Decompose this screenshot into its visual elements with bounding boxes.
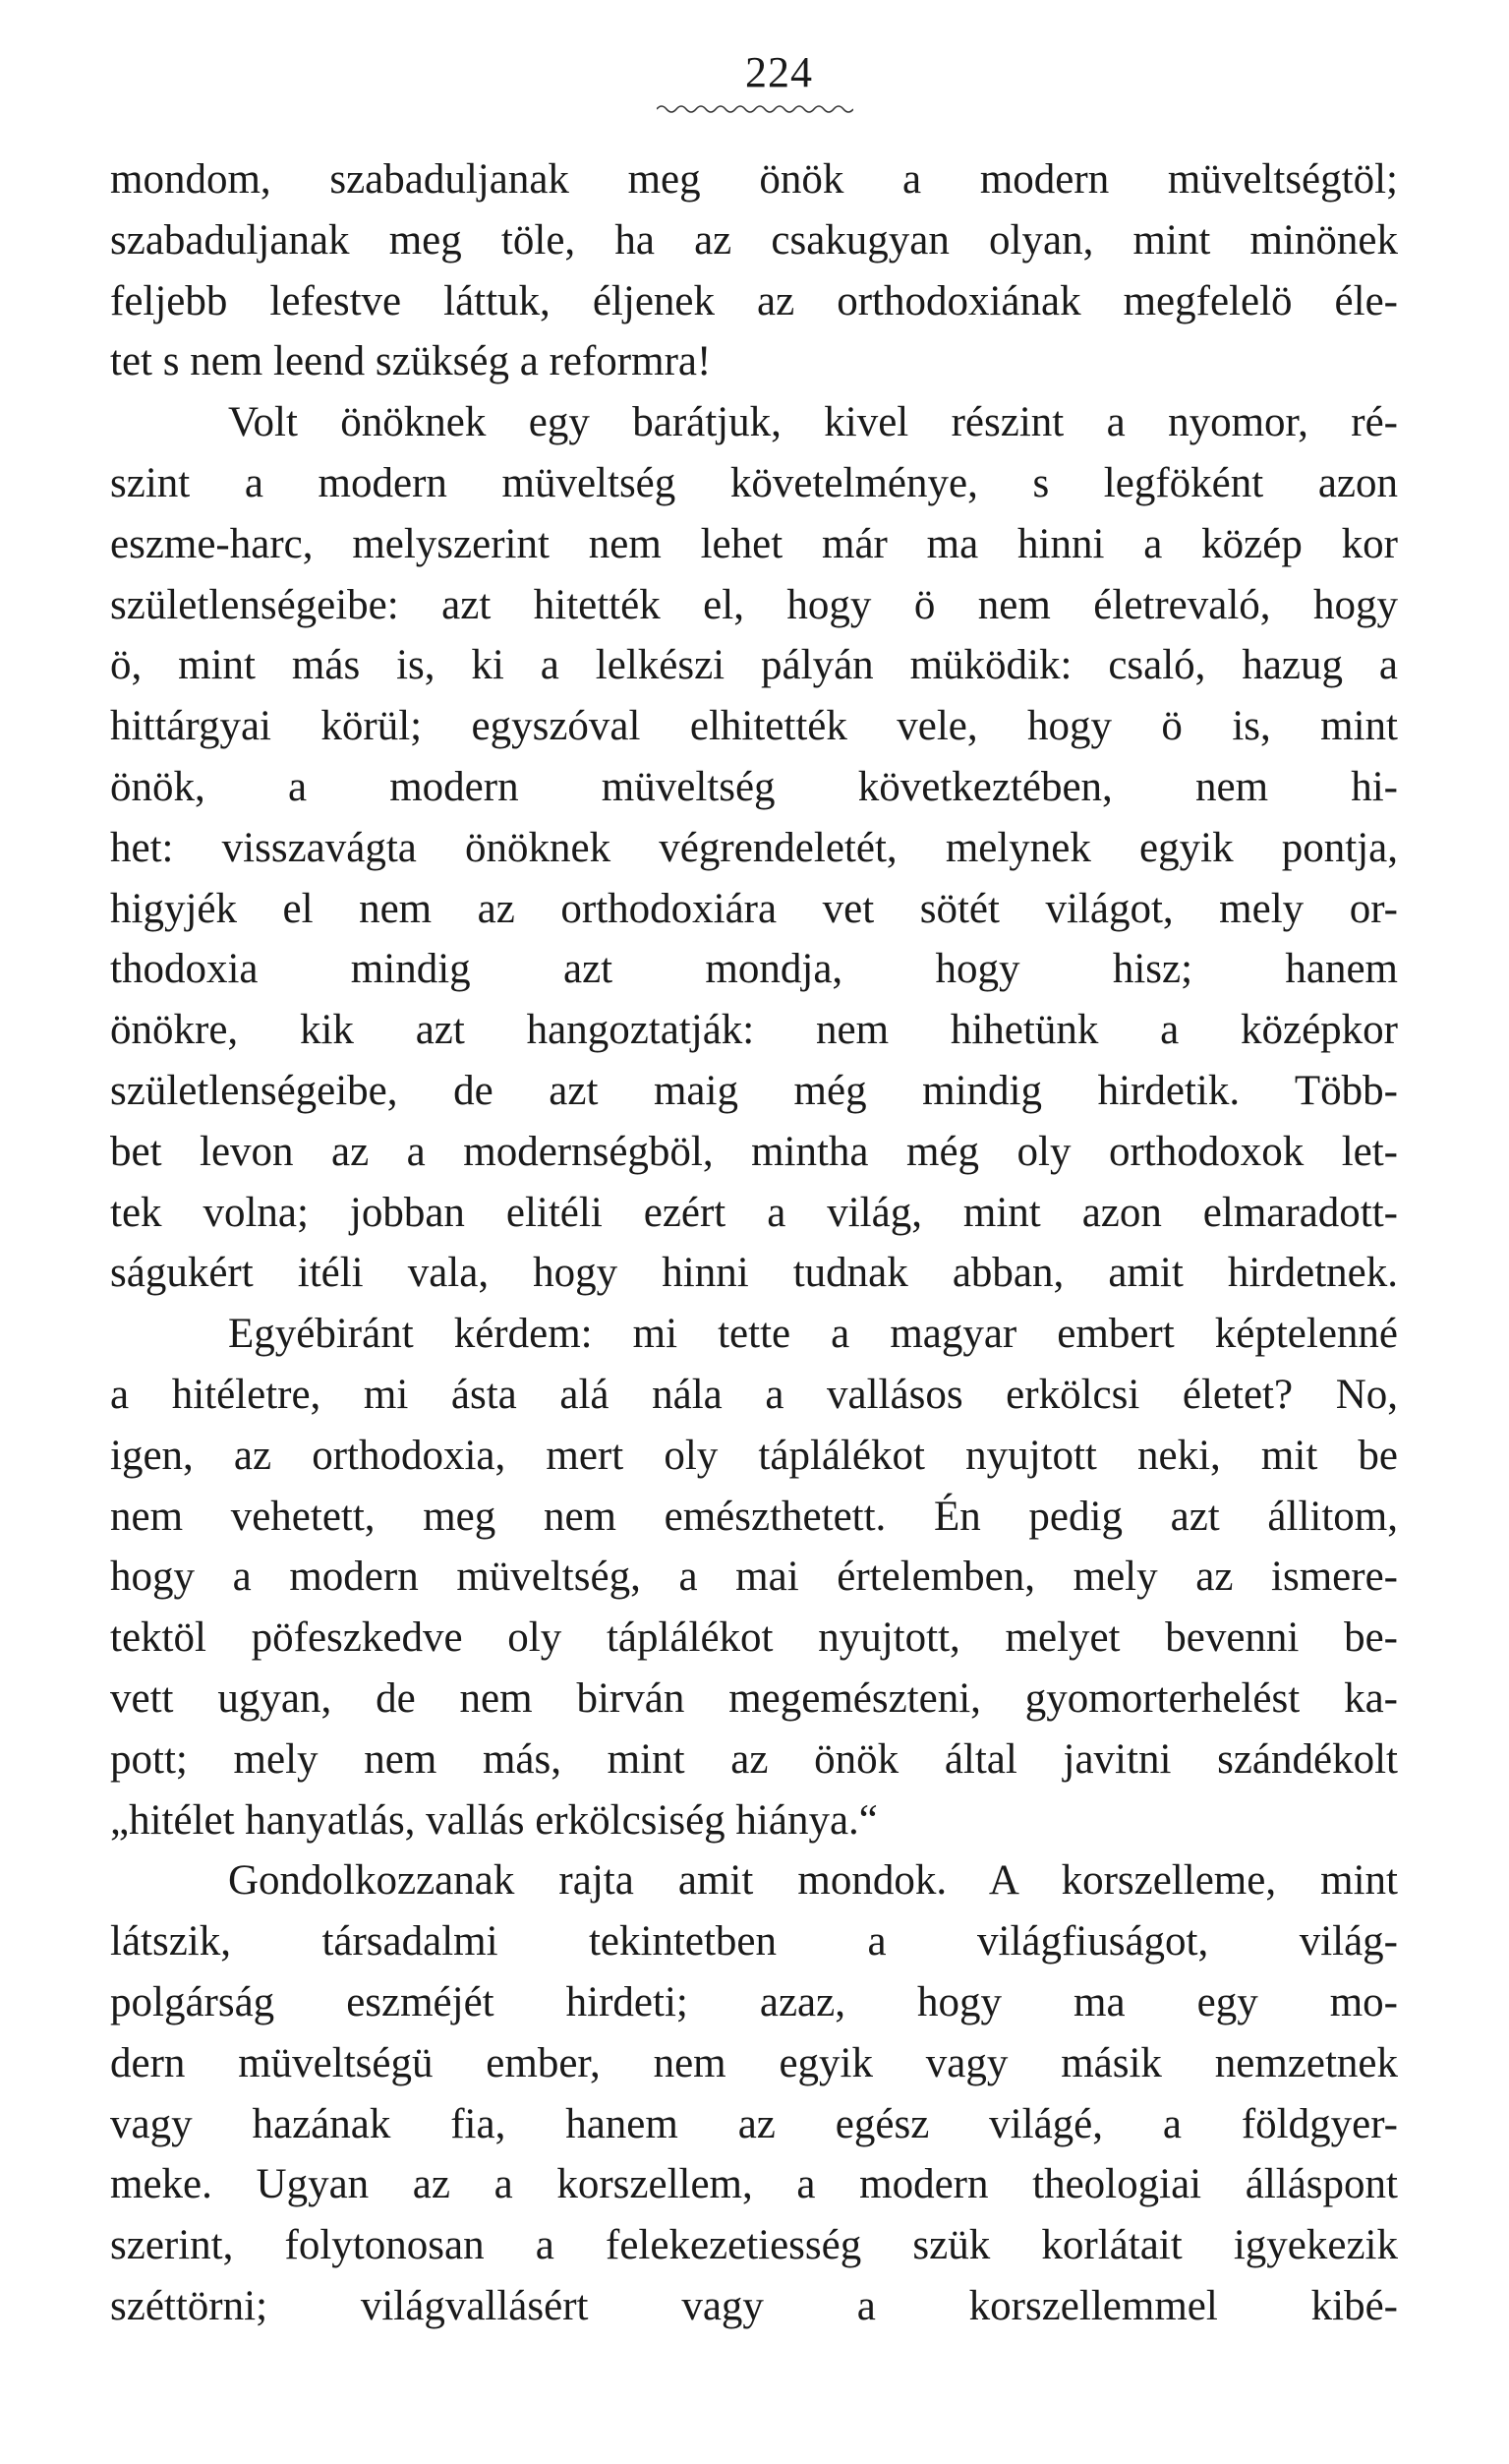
text-line: vagy hazának fia, hanem az egész világé, a földgyer- <box>110 2100 1398 2147</box>
text-line: tektöl pöfeszkedve oly táplálékot nyujtott, melyet bevenni be- <box>110 1614 1398 1662</box>
text-line: het: visszavágta önöknek végrendeletét, melynek egyik pontja, <box>110 824 1398 871</box>
text-line: eszme-harc, melyszerint nem lehet már ma hinni a közép kor <box>110 520 1398 567</box>
text-line: Volt önöknek egy barátjuk, kivel részint a nyomor, ré- <box>228 399 1398 446</box>
text-line: vett ugyan, de nem birván megemészteni, gyomorterhelést ka- <box>110 1674 1398 1722</box>
text-line: a hitéletre, mi ásta alá nála a vallásos erkölcsi életet? No, <box>110 1371 1398 1418</box>
text-line: szerint, folytonosan a felekezetiesség szük korlátait igyekezik <box>110 2222 1398 2269</box>
body-text <box>110 149 1398 2337</box>
text-line: feljebb lefestve láttuk, éljenek az orthodoxiának megfelelö éle- <box>110 277 1398 324</box>
text-line: higyjék el nem az orthodoxiára vet sötét világot, mely or- <box>110 885 1398 932</box>
text-line: ságukért itéli vala, hogy hinni tudnak abban, amit hirdetnek. <box>110 1250 1398 1297</box>
text-line: Gondolkozzanak rajta amit mondok. A korszelleme, mint <box>228 1857 1398 1905</box>
page-number: 224 <box>745 48 813 96</box>
text-line: mondom, szabaduljanak meg önök a modern müveltségtöl; <box>110 156 1398 203</box>
text-line: dern müveltségü ember, nem egyik vagy másik nemzetnek <box>110 2039 1398 2086</box>
text-line: thodoxia mindig azt mondja, hogy hisz; hanem <box>110 946 1398 993</box>
text-line: hittárgyai körül; egyszóval elhitették vele, hogy ö is, mint <box>110 703 1398 750</box>
text-line: szabaduljanak meg töle, ha az csakugyan olyan, mint minönek <box>110 216 1398 264</box>
text-line: látszik, társadalmi tekintetben a világfiuságot, világ- <box>110 1918 1398 1965</box>
text-line: nem vehetett, meg nem emészthetett. Én pedig azt állitom, <box>110 1493 1398 1540</box>
text-line: születlenségeibe: azt hitették el, hogy ö nem életrevaló, hogy <box>110 581 1398 628</box>
text-line: születlenségeibe, de azt maig még mindig hirdetik. Több- <box>110 1067 1398 1114</box>
text-line: szint a modern müveltség követelménye, s legföként azon <box>110 459 1398 506</box>
text-line: tek volna; jobban elitéli ezért a világ, mint azon elmaradott- <box>110 1189 1398 1236</box>
text-line: tet s nem leend szükség a reformra! <box>110 338 712 385</box>
text-line: széttörni; világvallásért vagy a korszellemmel kibé- <box>110 2282 1398 2329</box>
text-line: Egyébiránt kérdem: mi tette a magyar embert képtelenné <box>228 1311 1398 1358</box>
text-line: önök, a modern müveltség következtében, nem hi- <box>110 763 1398 810</box>
text-line: meke. Ugyan az a korszellem, a modern theologiai álláspont <box>110 2161 1398 2208</box>
text-line: hogy a modern müveltség, a mai értelemben, mely az ismere- <box>110 1554 1398 1601</box>
text-line: polgárság eszméjét hirdeti; azaz, hogy ma egy mo- <box>110 1978 1398 2025</box>
text-line: önökre, kik azt hangoztatják: nem hihetünk a középkor <box>110 1007 1398 1054</box>
text-line: „hitélet hanyatlás, vallás erkölcsiség hiánya.“ <box>110 1796 878 1844</box>
text-line: bet levon az a modernségböl, mintha még oly orthodoxok let- <box>110 1128 1398 1175</box>
text-line: pott; mely nem más, mint az önök által javitni szándékolt <box>110 1735 1398 1783</box>
wavy-rule-ornament <box>657 102 853 116</box>
text-line: igen, az orthodoxia, mert oly táplálékot nyujtott neki, mit be <box>110 1432 1398 1479</box>
text-line: ö, mint más is, ki a lelkészi pályán müködik: csaló, hazug a <box>110 642 1398 689</box>
